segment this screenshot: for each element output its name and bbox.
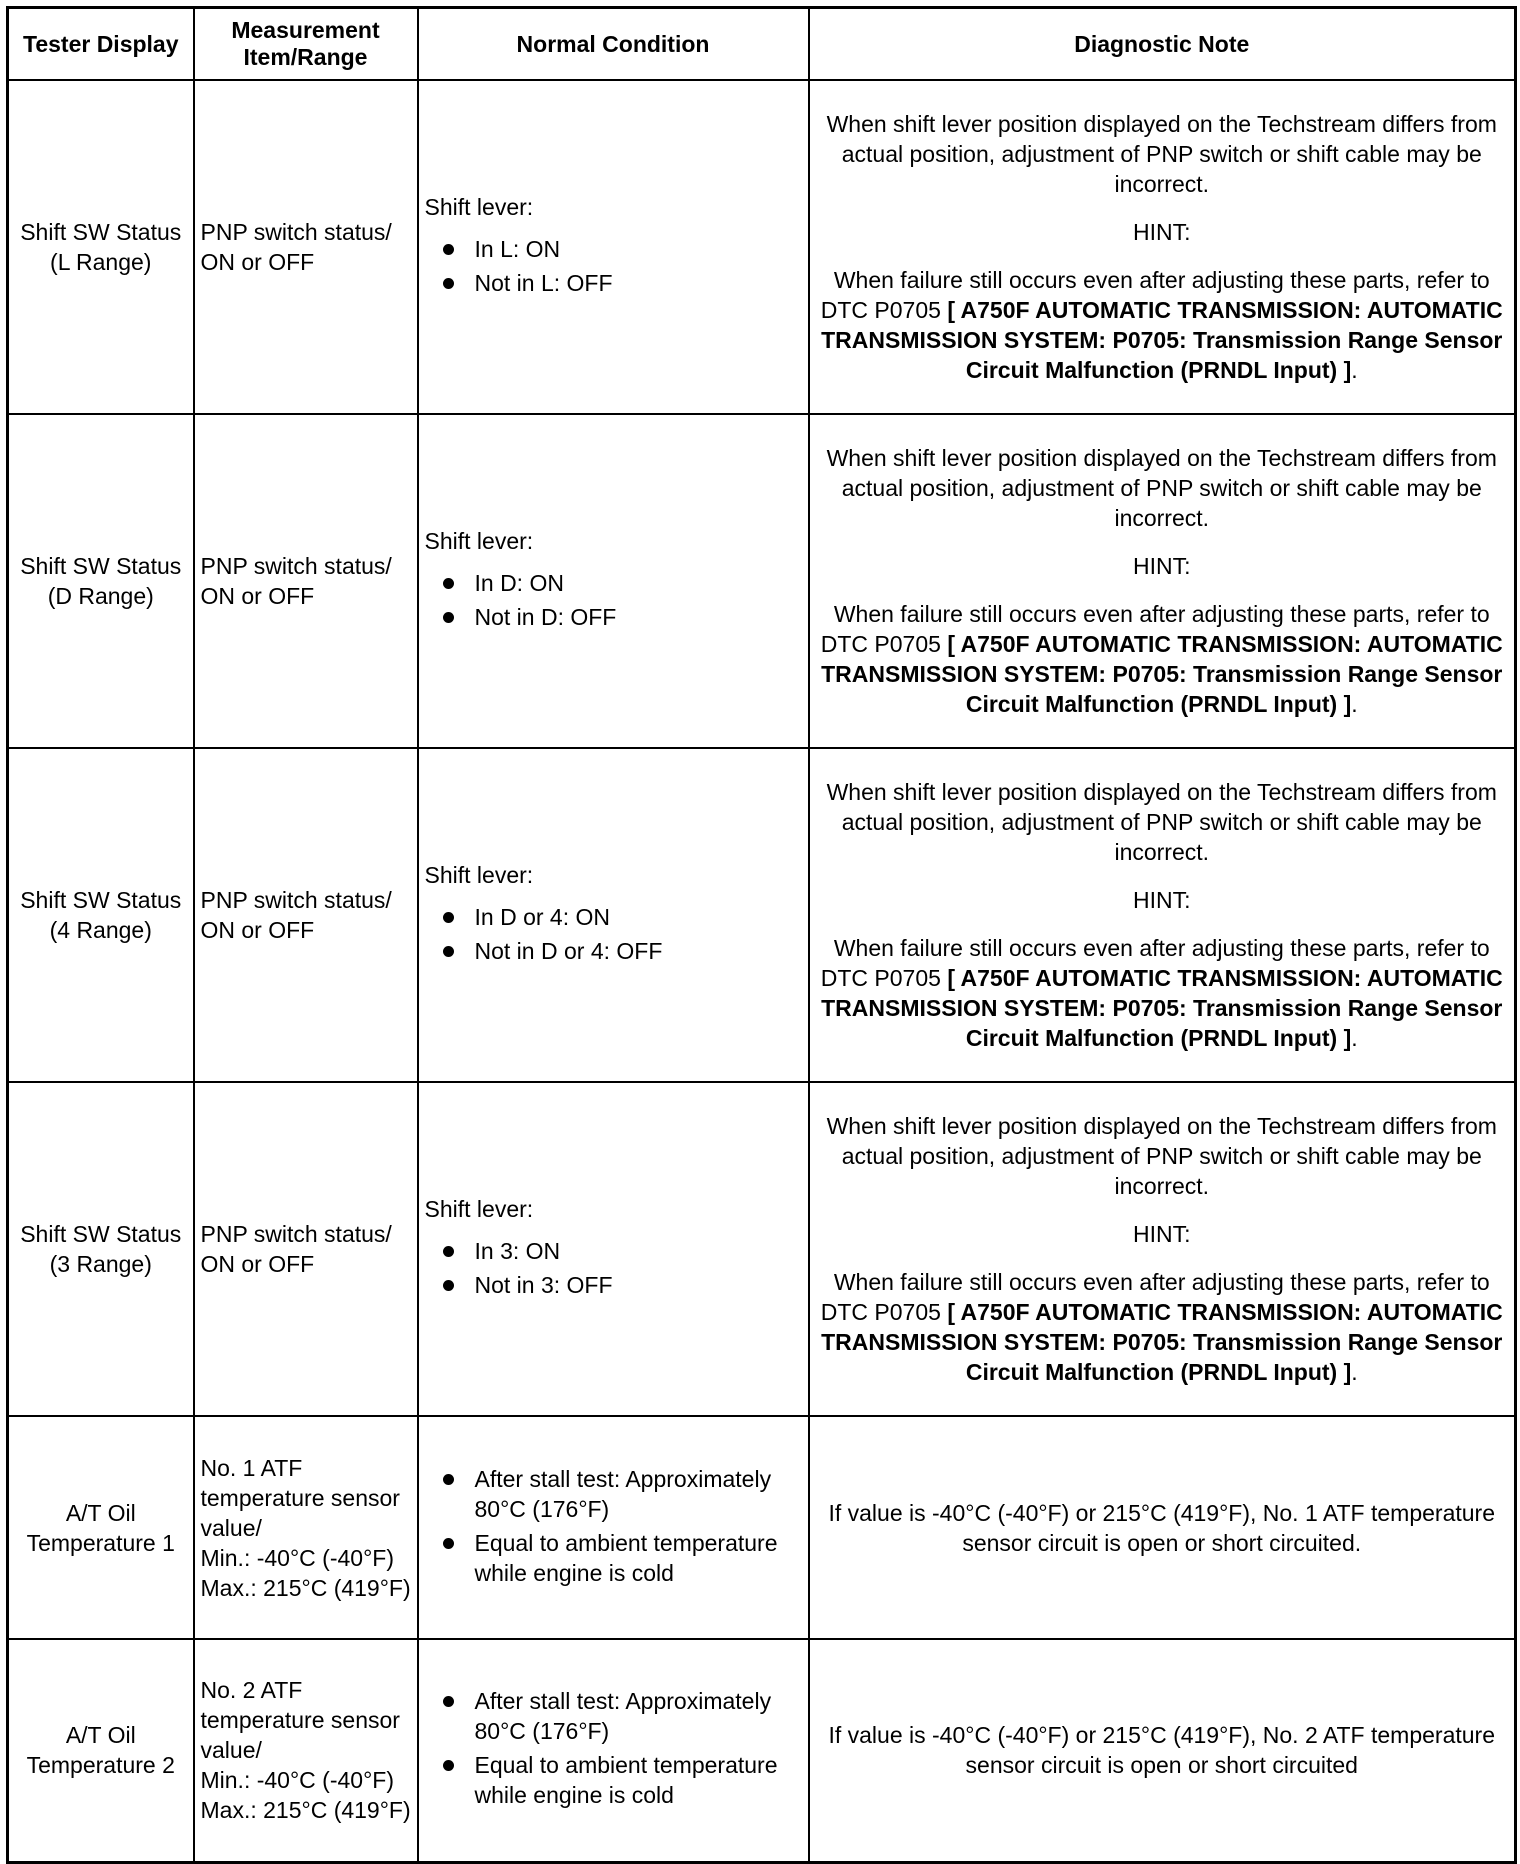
shift-lever-label: Shift lever:	[424, 1196, 534, 1222]
measurement-line: No. 1 ATF temperature sensor value/	[200, 1454, 400, 1541]
bullet-icon	[443, 1538, 454, 1549]
measurement-line: Min.: -40°C (-40°F)	[200, 1544, 394, 1571]
diagnostic-note-cell	[809, 80, 1516, 414]
list-item: In D or 4: ON	[425, 902, 804, 932]
list-item: Not in L: OFF	[425, 268, 804, 298]
hint-label: HINT:	[1133, 219, 1191, 245]
normal-condition-cell	[418, 1082, 809, 1416]
list-item: Equal to ambient temperature while engine is cold	[425, 1528, 804, 1588]
bullet-icon	[443, 1280, 454, 1291]
tester-display-cell: Shift SW Status (L Range)	[8, 80, 194, 414]
list-item: Not in 3: OFF	[425, 1270, 804, 1300]
tester-display-cell: Shift SW Status (3 Range)	[8, 1082, 194, 1416]
tester-display-cell: A/T Oil Temperature 1	[8, 1416, 194, 1639]
list-item: Not in D or 4: OFF	[425, 936, 804, 966]
hint-label: HINT:	[1133, 1221, 1191, 1247]
condition-list	[425, 902, 804, 966]
header-diagnostic-note: Diagnostic Note	[809, 8, 1516, 81]
dtc-reference-link[interactable]: [ A750F AUTOMATIC TRANSMISSION: AUTOMATIC TRANSMISSION SYSTEM: P0705: Transmission Range Sensor Circuit Malfunction (PRNDL Input) ]	[821, 297, 1503, 383]
diagnostic-note-cell	[809, 1082, 1516, 1416]
note-text: When shift lever position displayed on the Techstream differs from actual position, adjustment of PNP switch or shift cable may be incorrect.	[826, 1113, 1497, 1199]
hint-label: HINT:	[1133, 887, 1191, 913]
header-normal-condition: Normal Condition	[418, 8, 809, 81]
shift-lever-label: Shift lever:	[424, 194, 534, 220]
bullet-icon	[443, 244, 454, 255]
measurement-line: No. 2 ATF temperature sensor value/	[200, 1677, 400, 1764]
condition-list	[425, 1464, 804, 1588]
measurement-cell: PNP switch status/ ON or OFF	[194, 80, 418, 414]
condition-list	[425, 568, 804, 632]
dtc-reference-link[interactable]: [ A750F AUTOMATIC TRANSMISSION: AUTOMATIC TRANSMISSION SYSTEM: P0705: Transmission Range Sensor Circuit Malfunction (PRNDL Input) ]	[821, 965, 1503, 1051]
tester-display-cell: A/T Oil Temperature 2	[8, 1639, 194, 1862]
measurement-cell: PNP switch status/ ON or OFF	[194, 1082, 418, 1416]
normal-condition-cell	[418, 414, 809, 748]
bullet-icon	[443, 278, 454, 289]
list-item: After stall test: Approximately 80°C (176°F)	[425, 1464, 804, 1524]
table-row	[8, 414, 1516, 748]
list-item: In 3: ON	[425, 1236, 804, 1266]
dtc-reference-link[interactable]: [ A750F AUTOMATIC TRANSMISSION: AUTOMATIC TRANSMISSION SYSTEM: P0705: Transmission Range Sensor Circuit Malfunction (PRNDL Input) ]	[821, 1299, 1503, 1385]
condition-list	[425, 1686, 804, 1810]
header-measurement-item: Measurement Item/Range	[194, 8, 418, 81]
bullet-icon	[443, 612, 454, 623]
list-item: After stall test: Approximately 80°C (176°F)	[425, 1686, 804, 1746]
tester-display-cell: Shift SW Status (D Range)	[8, 414, 194, 748]
measurement-line: Min.: -40°C (-40°F)	[200, 1767, 394, 1794]
table-row	[8, 80, 1516, 414]
dtc-reference-link[interactable]: [ A750F AUTOMATIC TRANSMISSION: AUTOMATIC TRANSMISSION SYSTEM: P0705: Transmission Range Sensor Circuit Malfunction (PRNDL Input) ]	[821, 631, 1503, 717]
normal-condition-cell	[418, 748, 809, 1082]
normal-condition-cell	[418, 80, 809, 414]
diagnostic-note-cell	[809, 414, 1516, 748]
shift-lever-label: Shift lever:	[424, 862, 534, 888]
measurement-cell: PNP switch status/ ON or OFF	[194, 748, 418, 1082]
list-item: Equal to ambient temperature while engine is cold	[425, 1750, 804, 1810]
failure-text: When failure still occurs even after adjusting these parts, refer to DTC P0705 [ A750F AUTOMATIC TRANSMISSION: AUTOMATIC TRANSMISSION SYSTEM: P0705: Transmission Range Sensor Circuit Malfunction (PRNDL Input) ].	[820, 935, 1503, 1051]
header-tester-display: Tester Display	[8, 8, 194, 81]
list-item: In D: ON	[425, 568, 804, 598]
list-item: Not in D: OFF	[425, 602, 804, 632]
condition-list	[425, 1236, 804, 1300]
failure-text: When failure still occurs even after adjusting these parts, refer to DTC P0705 [ A750F AUTOMATIC TRANSMISSION: AUTOMATIC TRANSMISSION SYSTEM: P0705: Transmission Range Sensor Circuit Malfunction (PRNDL Input) ].	[820, 1269, 1503, 1385]
measurement-line: Max.: 215°C (419°F)	[200, 1574, 411, 1601]
bullet-icon	[443, 578, 454, 589]
bullet-icon	[443, 946, 454, 957]
failure-text: When failure still occurs even after adjusting these parts, refer to DTC P0705 [ A750F AUTOMATIC TRANSMISSION: AUTOMATIC TRANSMISSION SYSTEM: P0705: Transmission Range Sensor Circuit Malfunction (PRNDL Input) ].	[820, 601, 1503, 717]
diagnostic-note-cell: If value is -40°C (-40°F) or 215°C (419°F), No. 2 ATF temperature sensor circuit is open or short circuited	[809, 1639, 1516, 1862]
failure-text: When failure still occurs even after adjusting these parts, refer to DTC P0705 [ A750F AUTOMATIC TRANSMISSION: AUTOMATIC TRANSMISSION SYSTEM: P0705: Transmission Range Sensor Circuit Malfunction (PRNDL Input) ].	[820, 267, 1503, 383]
bullet-icon	[443, 1760, 454, 1771]
measurement-cell	[194, 1639, 418, 1862]
note-text: When shift lever position displayed on the Techstream differs from actual position, adjustment of PNP switch or shift cable may be incorrect.	[826, 111, 1497, 197]
bullet-icon	[443, 912, 454, 923]
shift-lever-label: Shift lever:	[424, 528, 534, 554]
list-item: In L: ON	[425, 234, 804, 264]
table-row	[8, 1416, 1516, 1639]
measurement-line: Max.: 215°C (419°F)	[200, 1797, 411, 1824]
bullet-icon	[443, 1474, 454, 1485]
diagnostic-note-cell	[809, 748, 1516, 1082]
data-list-table	[6, 6, 1517, 1864]
table-row	[8, 748, 1516, 1082]
table-row	[8, 1639, 1516, 1862]
diagnostic-note-cell: If value is -40°C (-40°F) or 215°C (419°F), No. 1 ATF temperature sensor circuit is open or short circuited.	[809, 1416, 1516, 1639]
measurement-cell: PNP switch status/ ON or OFF	[194, 414, 418, 748]
bullet-icon	[443, 1696, 454, 1707]
bullet-icon	[443, 1246, 454, 1257]
hint-label: HINT:	[1133, 553, 1191, 579]
table-row	[8, 1082, 1516, 1416]
condition-list	[425, 234, 804, 298]
measurement-cell	[194, 1416, 418, 1639]
normal-condition-cell	[418, 1416, 809, 1639]
tester-display-cell: Shift SW Status (4 Range)	[8, 748, 194, 1082]
note-text: When shift lever position displayed on the Techstream differs from actual position, adjustment of PNP switch or shift cable may be incorrect.	[826, 779, 1497, 865]
note-text: When shift lever position displayed on the Techstream differs from actual position, adjustment of PNP switch or shift cable may be incorrect.	[826, 445, 1497, 531]
normal-condition-cell	[418, 1639, 809, 1862]
table-header-row	[8, 8, 1516, 81]
